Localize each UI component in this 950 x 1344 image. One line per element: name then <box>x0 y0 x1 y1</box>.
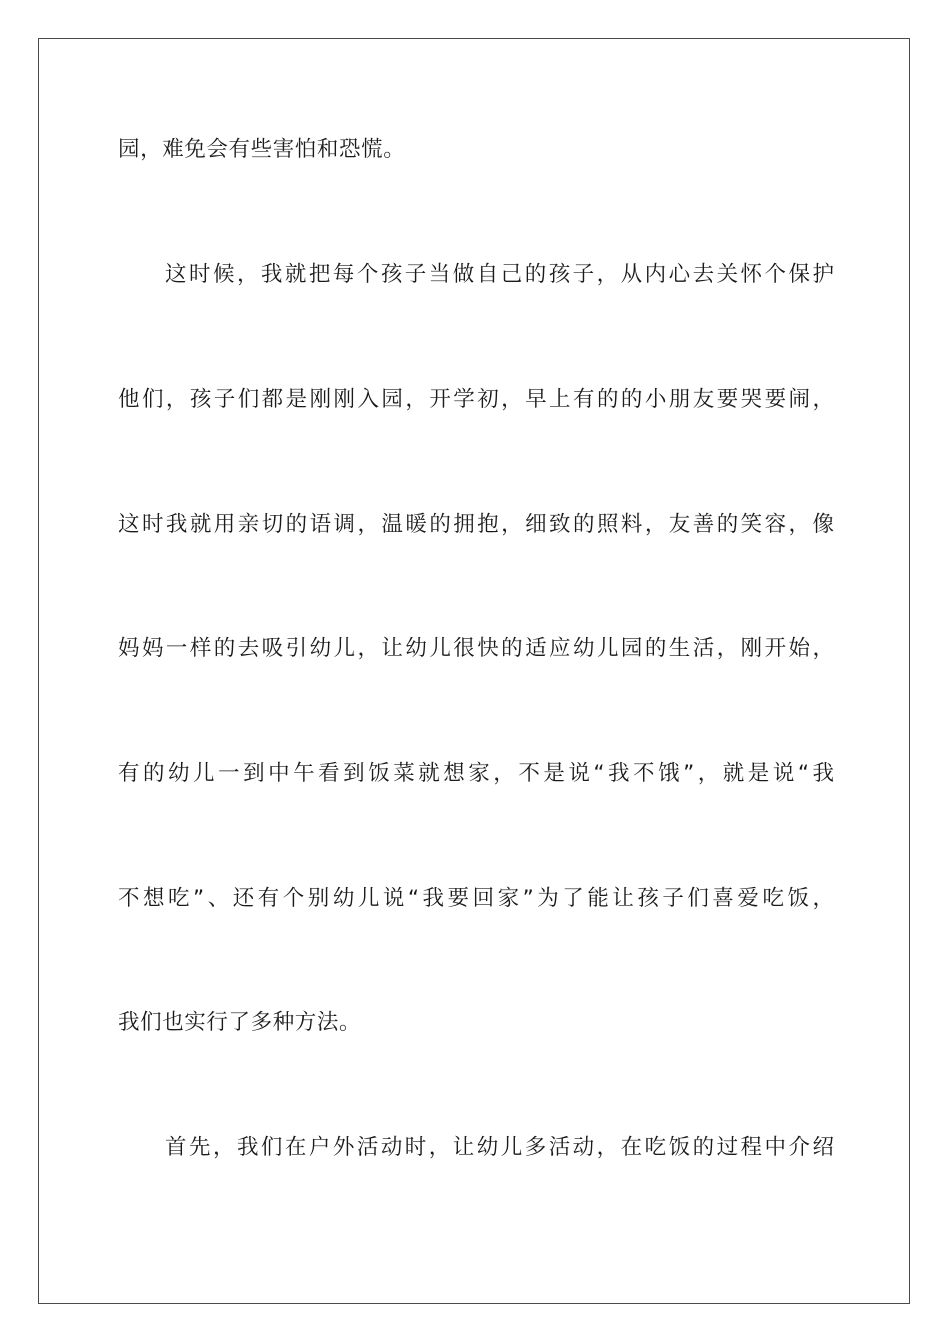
text-line: 园，难免会有些害怕和恐慌。 <box>118 137 406 162</box>
text-line: 他们，孩子们都是刚刚入园，开学初，早上有的的小朋友要哭要闹， <box>118 387 834 412</box>
text-line: 我们也实行了多种方法。 <box>118 1010 362 1035</box>
text-line: 首先，我们在户外活动时，让幼儿多活动，在吃饭的过程中介绍 <box>165 1135 834 1160</box>
text-line: 妈妈一样的去吸引幼儿，让幼儿很快的适应幼儿园的生活，刚开始， <box>118 636 834 661</box>
page-border <box>38 38 910 1304</box>
text-line: 不想吃”、还有个别幼儿说“我要回家”为了能让孩子们喜爱吃饭， <box>118 886 834 911</box>
text-line: 这时我就用亲切的语调，温暖的拥抱，细致的照料，友善的笑容，像 <box>118 512 834 537</box>
text-line: 有的幼儿一到中午看到饭菜就想家，不是说“我不饿”，就是说“我 <box>118 761 834 786</box>
text-line: 这时候，我就把每个孩子当做自己的孩子，从内心去关怀个保护 <box>165 262 834 287</box>
